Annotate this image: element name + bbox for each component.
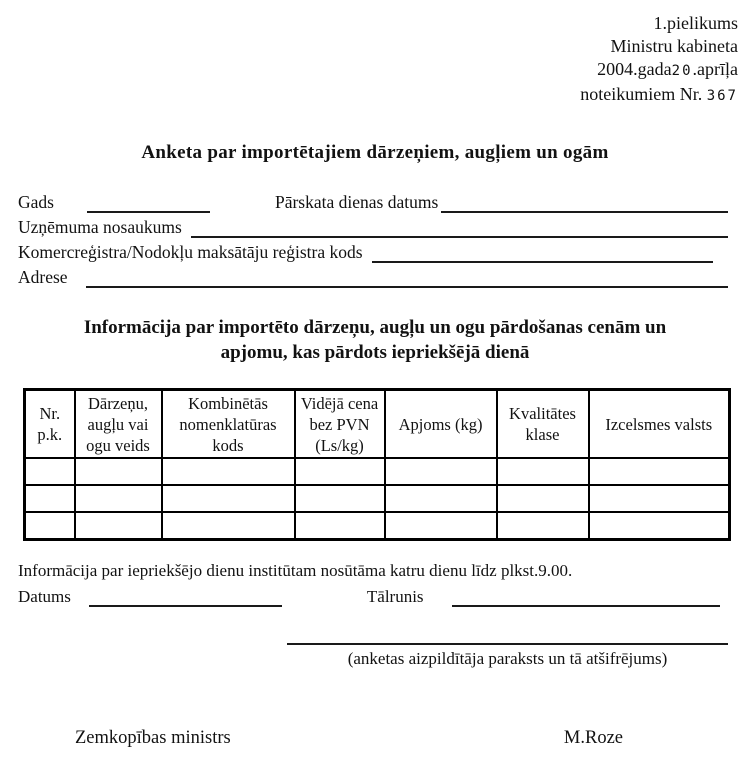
annex-line-4 — [0, 83, 738, 108]
col-header-origin-country: Izcelsmes valsts — [589, 390, 730, 459]
field-row-date-phone — [18, 582, 728, 607]
report-date-blank-line — [441, 191, 728, 213]
annex-reference-block — [0, 0, 750, 108]
year-label: Gads — [18, 192, 54, 212]
table-cell — [385, 512, 497, 540]
annex-line-2: Ministru kabineta — [610, 36, 738, 56]
table-cell — [162, 512, 295, 540]
date-blank-line — [89, 585, 282, 607]
table-cell — [162, 458, 295, 485]
table-row — [25, 485, 730, 512]
page-title: Anketa par importētajiem dārzeņiem, augļiem un ogām — [141, 142, 609, 163]
section-title-line-2: apjomu, kas pārdots iepriekšējā dienā — [220, 342, 530, 363]
address-blank-line — [86, 266, 728, 288]
signature-blank-line — [287, 631, 728, 645]
registry-code-blank-line — [372, 241, 713, 263]
annex-year-prefix: 2004.gada — [597, 59, 672, 79]
col-header-quality-class: Kvalitātes klase — [497, 390, 589, 459]
annex-regulation-number: 367 — [706, 88, 738, 104]
table-cell — [385, 458, 497, 485]
annex-line-1: 1.pielikums — [653, 13, 738, 33]
table-cell — [385, 485, 497, 512]
section-title — [0, 315, 750, 365]
company-name-label: Uzņēmuma nosaukums — [18, 217, 182, 237]
company-name-blank-line — [191, 216, 728, 238]
phone-blank-line — [452, 585, 720, 607]
report-date-label: Pārskata dienas datums — [274, 192, 439, 212]
date-label: Datums — [18, 587, 71, 606]
address-label: Adrese — [18, 267, 68, 287]
year-blank-line — [87, 191, 210, 213]
col-header-produce-type: Dārzeņu, augļu vai ogu veids — [75, 390, 162, 459]
col-header-number: Nr. p.k. — [25, 390, 75, 459]
annex-day-value: 20 — [671, 63, 693, 79]
table-cell — [25, 458, 75, 485]
table-cell — [162, 485, 295, 512]
field-row-company — [18, 213, 728, 238]
table-cell — [295, 512, 385, 540]
col-header-volume: Apjoms (kg) — [385, 390, 497, 459]
col-header-avg-price: Vidējā cena bez PVN (Ls/kg) — [295, 390, 385, 459]
section-title-line-1: Informācija par importēto dārzeņu, augļu un ogu pārdošanas cenām un — [83, 317, 667, 338]
table-cell — [75, 458, 162, 485]
annex-regulation-prefix: noteikumiem Nr. — [580, 84, 703, 104]
notes-block — [18, 560, 728, 607]
signoff-row — [0, 728, 750, 749]
table-header-row — [25, 390, 730, 459]
table-row — [25, 458, 730, 485]
field-row-registry — [18, 238, 728, 263]
col-header-cn-code: Kombinētās nomenklatūras kods — [162, 390, 295, 459]
phone-label: Tālrunis — [366, 587, 424, 606]
minister-title: Zemkopības ministrs — [75, 728, 231, 748]
annex-month-suffix: .aprīļa — [692, 59, 738, 79]
annex-line-3 — [0, 58, 738, 83]
table-cell — [75, 485, 162, 512]
table-cell — [589, 512, 730, 540]
registry-code-label: Komercreģistra/Nodokļu maksātāju reģistra kods — [18, 242, 363, 262]
signature-caption: (anketas aizpildītāja paraksts un tā atšifrējums) — [347, 649, 668, 668]
import-prices-table — [23, 388, 731, 541]
table-cell — [295, 458, 385, 485]
table-cell — [497, 458, 589, 485]
table-cell — [497, 512, 589, 540]
form-fields — [18, 188, 728, 288]
field-row-year-date — [18, 188, 728, 213]
table-cell — [589, 485, 730, 512]
signature-block — [287, 631, 728, 669]
table-row — [25, 512, 730, 540]
field-row-address — [18, 263, 728, 288]
minister-name: M.Roze — [563, 728, 623, 748]
deadline-note: Informācija par iepriekšējo dienu institūtam nosūtāma katru dienu līdz plkst.9.00. — [18, 561, 573, 580]
table-cell — [75, 512, 162, 540]
table-cell — [295, 485, 385, 512]
table-cell — [25, 512, 75, 540]
table-cell — [589, 458, 730, 485]
table-cell — [497, 485, 589, 512]
table-cell — [25, 485, 75, 512]
